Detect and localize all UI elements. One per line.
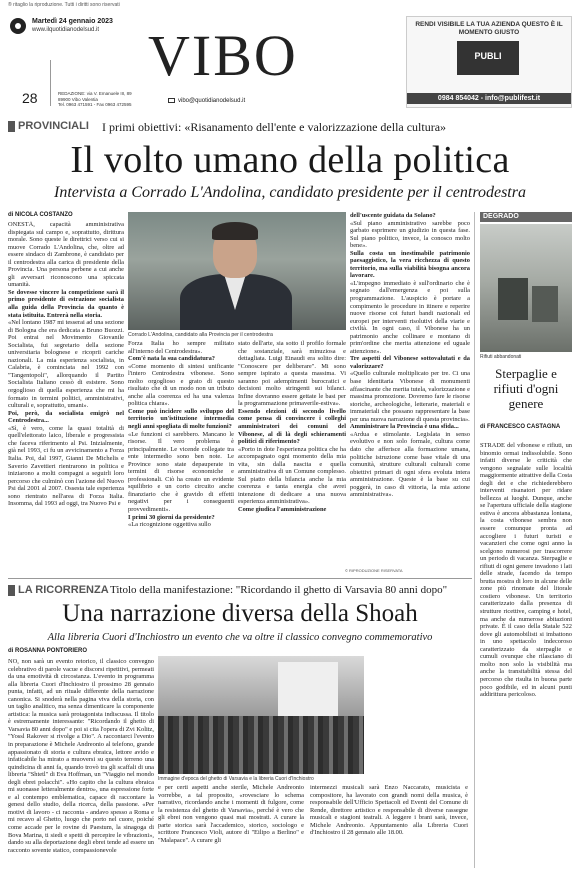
article-column-2 <box>128 340 234 573</box>
ad-brand-box <box>457 41 519 75</box>
photo-figure-hair <box>212 222 258 240</box>
paragraph: «Le funzioni ci sarebbero. Mancano le risorse. Il vero problema è principalmente. Le vicende collegate tra ente intermedio sono ben note. Le Province sono state depauperate in termini di risorse economiche e professionali. Ciò ha creato un evidente squilibrio e un corto circuito anche finanziario che è gravido di effetti negativi per i conseguenti provvedimenti». <box>128 430 234 514</box>
photo-caption: Corrado L'Andolina, candidato alla Provincia per il centrodestra <box>128 332 273 338</box>
photo-crowd <box>158 716 364 774</box>
article-headline: Una narrazione diversa della Shoah <box>62 600 418 627</box>
section-label: PROVINCIALI <box>18 120 89 132</box>
paragraph: e per certi aspetti anche sterile, Michele Andreonio vorrebbe, a tal proposito, «rovesciare lo schema narrativo, ricordando anche i momenti di fulgore, come la resistenza del ghetto di Varsavia», perché è vero che gli ebrei non vengono quasi mai mostrati. A curare la parte storica sarà l'accademico, storico, sociologo e scrittore Francesco Violi, autore di "Eilipo a Berlino" e "Malapace". A curare gli <box>158 784 304 844</box>
newspaper-logo-icon <box>10 18 26 34</box>
question: Come giudica l'amministrazione <box>238 506 327 514</box>
sidebar-byline: di FRANCESCO CASTAGNA <box>480 424 561 430</box>
ad-headline: RENDI VISIBILE LA TUA AZIENDA QUESTO È IL MOMENTO GIUSTO <box>415 21 563 36</box>
section-email[interactable] <box>168 98 245 104</box>
section-marker <box>8 121 15 132</box>
page-number: 28 <box>22 90 38 106</box>
section-marker <box>8 585 15 596</box>
question: dell'uscente guidata da Solano? <box>350 212 436 219</box>
paragraph: ONESTÀ, capacità amministrativa dispiegata sul campo e, soprattutto, dirittura morale. Sono queste le direttrici verso cui si muove Corrado L'Andolina, che, oltre ad essere sindaco di Zambrone, è candidato per il centrodestra alla carica di presidente della Provincia. Una persona perbene a cui anche gli avversari riconoscono una spiccata umanità. <box>8 221 124 289</box>
section-header-ricorrenza <box>8 584 472 598</box>
section-title: VIBO <box>148 23 298 88</box>
article2-column-2 <box>158 784 304 868</box>
question: Tre aspetti del Vibonese sottovalutati e da valorizzare? <box>350 355 470 370</box>
article-byline: di ROSANNA PONTORIERO <box>8 648 88 654</box>
question: Amministrare la Provincia è una sfida... <box>350 423 459 431</box>
top-copyright-line: ® ritaglio la riproduzione. Tutti i diritti sono riservati <box>8 2 120 8</box>
question: Se dovesse vincere la competizione sarà il primo presidente di estrazione socialista alla guida della Provincia da quanto è stata istituita. Entrerà nella storia. <box>8 288 124 319</box>
paragraph: «Porto in dote l'esperienza politica che ha accompagnato ogni momento della mia vita, sin dalla nascita e quella amministrativa di un Comune complesso. Sul piatto della bilancia anche la mia coerenza e tanta energia che avrei intenzione di dedicare a una nuova esperienza amministrativa». <box>238 445 346 506</box>
question: I primi 30 giorni da presidente? <box>128 513 215 521</box>
paragraph: STRADE del vibonese e rifiuti, un binomio ormai indissolubile. Sono infatti diverse le criticità che vengono segnalate sulle località maggiormente attrattive della Costa degli dei e che richiederebbero interventi risanatori per ridare bellezza ai luoghi. Dunque, anche se l'apertura ufficiale della stagione estiva è ancora abbastanza lontana, la costa vibonese sembra non essere comunque pronta ad accogliere i futuri turisti e vacanzieri che come ogni anno la scelgono numerosi per trascorrere un periodo di vacanza. Sterpaglie e rifiuti di ogni genere invadono i lati delle strade, facendo da tempo brutta mostra di loro in alcune delle zone più rinomate del litorale costiero vibonese. Un territorio caratterizzato dalla presenza di strutture ricettive, camping e hotel, ma anche da numerose abitazioni private. È il caso della Statale 522 dove gli automobilisti si imbattono in uno spettacolo indecoroso caratterizzato da sterpaglie e cumuli ovunque che rilasciano di molto non solo la visibilità ma anche la transitabilità stessa del percorso che risulta in buona parte poco godibile, ed in alcuni punti addirittura pericoloso. <box>480 442 572 699</box>
paragraph: «Quello culturale moltiplicato per tre. Ci una base identitaria Vibonese di monumenti affascinante che merita tutela, valorizzazione e massima promozione. Dovremo fare le risorse storiche, archeologiche, letterarie, materiali e immateriali che possano rappresentare la base per una nuova narrazione di questa provincia». <box>350 370 470 423</box>
envelope-icon <box>168 98 175 103</box>
ad-contact: 0984 854042 - info@publifest.it <box>407 93 571 104</box>
copyright-note: © RIPRODUZIONE RISERVATA <box>345 568 403 573</box>
paragraph: «L'impegno immediato è sull'ordinario che è segnato dall'emergenza e poi sulla programmazione. L'auspicio è portare a compimento le procedure in itinere e reperire nuove risorse coi futuri bandi nazionali ed europei per interventi risolutivi della viarie e civiltà. In ogni caso, il Vibonese ha un patrimonio anche collinare e montano di prim'ordine che merita attenzione ed uguale attenzione». <box>350 279 470 355</box>
ghetto-photo <box>158 656 364 774</box>
article-kicker: Titolo della manifestazione: "Ricordando il ghetto di Varsavia 80 anni dopo" <box>110 584 448 596</box>
paragraph: «La ricognizione oggettiva sullo <box>128 521 211 529</box>
article-headline: Il volto umano della politica <box>70 139 510 181</box>
paragraph: «Come momento di sintesi unificante l'intero Centrodestra vibonese. Sono molto orgoglioso e grato di questo risultato che di un modo non un tributo anche alla coerenza ed ha una valenza politica chiara». <box>128 362 234 408</box>
article2-column-3 <box>310 784 468 868</box>
masthead-divider <box>50 60 51 106</box>
issue-date: Martedì 24 gennaio 2023 <box>32 18 113 25</box>
sidebar-photo-caption: Rifiuti abbandonati <box>480 354 522 360</box>
email-text: vibo@quotidianodelsud.it <box>178 98 246 105</box>
candidate-photo <box>128 212 346 330</box>
sidebar-section-label: DEGRADO <box>480 212 572 222</box>
address-line: Tel. 0963 471591 - Fax 0963 472595 <box>58 102 132 107</box>
question: Com'è nata la sua candidatura? <box>128 355 215 363</box>
photo-bin <box>532 286 558 322</box>
editorial-address <box>58 91 132 108</box>
advertisement[interactable] <box>406 16 572 108</box>
paragraph: stato dell'arte, sia sotto il profilo formale che sostanziale, sarà minuziosa e dettagliata. Luigi Einaudi era solito dire: "Conoscere per deliberare". Mi sono sempre ispirato a questa massima. Vi saranno poi adempimenti burocratici e decisioni molto stringenti sui bilanci. Infine dovranno essere gettate le basi per la programmazione primaverile-estiva». <box>238 340 346 408</box>
sidebar-headline: Sterpaglie e rifiuti d'ogni genere <box>493 366 559 411</box>
question: Poi, però, da socialista emigrò nel Centrodestra... <box>8 409 124 425</box>
paragraph: «Sul piano amministrativo sarebbe poco garbato esprimere un giudizio in questa fase. Sul piano politico, invece, la conosco molto bene». <box>350 219 470 250</box>
article-subheadline: Intervista a Corrado L'Andolina, candidato presidente per il centrodestra <box>54 184 526 201</box>
question: Sulla costa un inestimabile patrimonio paesaggistico, la vera ricchezza di questo territorio, ma sulla viabilità bisogna ancora lavorare. <box>350 249 470 280</box>
ad-brand: PUBLI <box>474 51 502 61</box>
paragraph: intermezzi musicali sarà Enzo Naccarato, musicista e compositore, ha lavorato con grandi nomi della musica, è responsabile dell'Ufficio Spettacoli ed Eventi del Comune di Rende, direttore artistico e responsabile di diverse rassegne musicali e stagioni teatrali. A leggere i brani sarà, invece, Michele Andreonio. Appuntamento alla Libreria Cuori d'Inchiostro il 28 gennaio alle 18.00. <box>310 784 468 837</box>
article-divider <box>8 578 472 579</box>
section-header-provinciali <box>8 120 572 134</box>
address-line: 89900 Vibo Valentia <box>58 96 98 102</box>
article-subheadline: Alla libreria Cuori d'Inchiostro un evento che va oltre il classico convegno commemorativo <box>47 632 433 643</box>
photo-bin <box>498 278 528 320</box>
column-divider <box>474 212 475 868</box>
paragraph: «Nel lontano 1987 mi tesserai ad una sezione di Bologna che era dedicata a Bruno Buozzi. Poi entrai nel Movimento Giovanile Socialista, fui segretario della sezione universitaria bolognese e ricoprii cariche nazionali. La mia esperienza socialista, in Calabria, è cominciata nel 1992 con "Tangentopoli", allorquando il Partito Socialista Italiano cessò di esistere. Sono orgoglioso di quella esperienza che mi ha formato in termini politici, amministrativi, culturali e, soprattutto, umani». <box>8 319 124 410</box>
section-label: LA RICORRENZA <box>18 584 109 596</box>
article-kicker: I primi obiettivi: «Risanamento dell'ente e valorizzazione della cultura» <box>102 120 447 134</box>
question: Essendo elezioni di secondo livello come pensa di convincere i colleghi amministratori dei comuni del Vibonese, al di là degli schieramenti politici di riferimento? <box>238 407 346 446</box>
masthead <box>8 14 572 112</box>
waste-photo <box>480 224 572 352</box>
address-line: REDAZIONE: via V. Emanuele III, 89 <box>58 91 132 96</box>
paragraph: Forza Italia ho sempre militato all'interno del Centrodestra». <box>128 340 234 355</box>
website-link[interactable]: www.ilquotidianodelsud.it <box>32 27 100 33</box>
article-column-1 <box>8 221 124 573</box>
paragraph: «Ardua e stimolante. Legislata in senso evolutivo e non solo formale, cultura come dato che afferisce alla formazione umana, politiche istruzione come base vitale di una comunità, strutture culturali culturali come obiettivi primari di ogni sfera evoluta intera amministrazione. Queste è la base su cui poggerà, in caso di vittoria, la mia azione amministrativa». <box>350 430 470 499</box>
paragraph: «Sì, è vero, come la quasi totalità di quell'elettorato laico, liberale e progressista che faceva riferimento al Psi. Inizialmente, già nel 1993, ci fu un avvicinamento a Forza Italia. Poi, dal 1997, Gianni De Michelis e Saverio Zavettieri rientrarono in politica e iniziarono a molti compagni a seguirli loro percorso che culminò con l'azione del Nuovo Psi dal 2001 al 2007. Ossesta tale esperienza sono rientrato nell'area di Forza Italia. Insomma, dal 1993 ad oggi, tra Nuovo Psi e <box>8 424 124 508</box>
article-column-3 <box>238 340 346 573</box>
sidebar-body <box>480 442 572 868</box>
question: Come può incidere sullo sviluppo del territorio un'istituzione intermedia negli anni spogliata di molte funzioni? <box>128 407 234 431</box>
paragraph: NO, non sarà un evento retorico, il classico convegno celebrativo di parole vacue e discorsi ripetitivi, permeati da una emotività di circostanza. L'evento in programma alla libreria Cuori d'Inchiostro il prossimo 28 gennaio punta, infatti, ad un rituale differente della narrazione canonica. Si snoderà nella pagina viva della storia, con un taglio analitico, ma senza dimenticare la componente artistica: la musica sarà protagonista indiscussa. Il titolo è estremamente interessante: "Ricordando il ghetto di Varsavia 80 anni dopo" e poi si cita l'opera di Zvi Kolitz, "Yossl Rakover si rivolge a Dio". A raccontarci l'evento in preparazione è Michele Andreonio al telefono, grande appassionato di storia e cultura ebraica, lettore avido e infaticabile ha mirato a muoversi su questo terreno una quindicina di anni fa, quando trovò tra gli scaffali di una libreria "Shtetl" di Eva Hoffman, un "Viaggio nel mondo degli ebrei polacchi". «Ho capito che la cultura ebraica mi suonasse letteralmente dentro», una espressione forte e al contempo emblematica, capace di raccontare la genesi dello studio, della ricerca, della passione. «Per motivi di lavoro - ci racconta - andavo spesso a Roma e mi recavo al Ghetto, luogo che porto nel cuore, poiché come accade per le rovine di Paestum, la sinagoga di Bova Marina, ti siedi e spetti di percepire le vibrazioni», dando su alla deportazione degli ebrei tende ad essere un racconto sovente statico, compassionevole <box>8 658 154 854</box>
article-column-4 <box>350 212 470 566</box>
photo-background <box>278 662 338 720</box>
photo-caption: Immagine d'epoca del ghetto di Varsavia e la libreria Cuori d'Inchiostro <box>158 776 314 782</box>
article-byline: di NICOLA COSTANZO <box>8 212 73 218</box>
article2-column-1 <box>8 658 154 868</box>
